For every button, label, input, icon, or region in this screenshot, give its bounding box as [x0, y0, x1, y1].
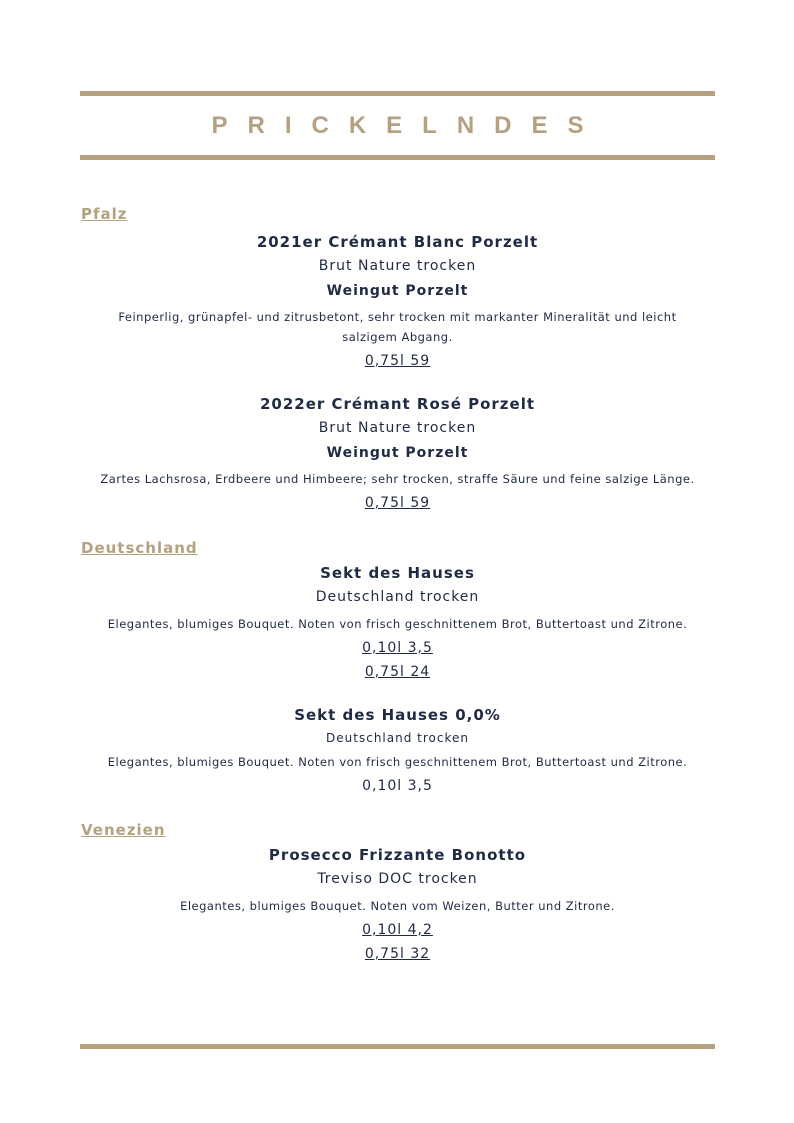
region-heading-deutschland: Deutschland — [81, 539, 198, 557]
top-divider — [80, 91, 715, 96]
wine-description: Feinperlig, grünapfel- und zitrusbetont, sehr trocken mit markanter Mineralität und leicht salzigem Abgang. — [118, 310, 677, 344]
price-text[interactable]: 0,75l 59 — [364, 353, 431, 369]
price-text[interactable]: 0,10l 4,2 — [362, 922, 433, 938]
region-heading-venezien: Venezien — [81, 821, 166, 839]
price-text: 0,10l 3,5 — [362, 778, 433, 794]
wine-entry — [80, 564, 715, 684]
region-heading-pfalz: Pfalz — [81, 205, 128, 223]
price-text[interactable]: 0,10l 3,5 — [362, 640, 433, 656]
wine-style: Brut Nature trocken — [318, 258, 477, 274]
price-line — [80, 774, 715, 798]
wine-producer: Weingut Porzelt — [326, 445, 469, 461]
price-text[interactable]: 0,75l 59 — [364, 495, 431, 511]
wine-style: Brut Nature trocken — [318, 420, 477, 436]
wine-style: Deutschland trocken — [326, 731, 469, 745]
price-line[interactable] — [80, 636, 715, 660]
wine-style: Deutschland trocken — [315, 589, 480, 605]
wine-description: Elegantes, blumiges Bouquet. Noten vom Weizen, Butter und Zitrone. — [180, 899, 615, 913]
wine-producer: Weingut Porzelt — [326, 283, 469, 299]
bottom-divider — [80, 1044, 715, 1049]
wine-name: 2022er Crémant Rosé Porzelt — [259, 395, 536, 413]
wine-description: Elegantes, blumiges Bouquet. Noten von frisch geschnittenem Brot, Buttertoast und Zitrone. — [107, 617, 688, 631]
wine-entry — [80, 395, 715, 515]
wine-entry — [80, 846, 715, 966]
price-line[interactable] — [80, 660, 715, 684]
price-text[interactable]: 0,75l 32 — [364, 946, 431, 962]
wine-name: Sekt des Hauses — [320, 564, 475, 582]
page-title: PRICKELNDES — [211, 112, 604, 139]
price-line[interactable] — [80, 942, 715, 966]
wine-description: Zartes Lachsrosa, Erdbeere und Himbeere; sehr trocken, straffe Säure und feine salzige Länge. — [100, 472, 695, 486]
wine-entry — [80, 706, 715, 798]
price-line[interactable] — [80, 491, 715, 515]
price-line[interactable] — [80, 349, 715, 373]
price-line[interactable] — [80, 918, 715, 942]
wine-name: 2021er Crémant Blanc Porzelt — [256, 233, 539, 251]
price-text[interactable]: 0,75l 24 — [364, 664, 431, 680]
title-divider — [80, 155, 715, 160]
wine-name: Sekt des Hauses 0,0% — [294, 706, 501, 724]
wine-name: Prosecco Frizzante Bonotto — [268, 846, 527, 864]
wine-entry — [80, 233, 715, 373]
wine-description: Elegantes, blumiges Bouquet. Noten von frisch geschnittenem Brot, Buttertoast und Zitrone. — [107, 755, 688, 769]
wine-style: Treviso DOC trocken — [317, 871, 478, 887]
